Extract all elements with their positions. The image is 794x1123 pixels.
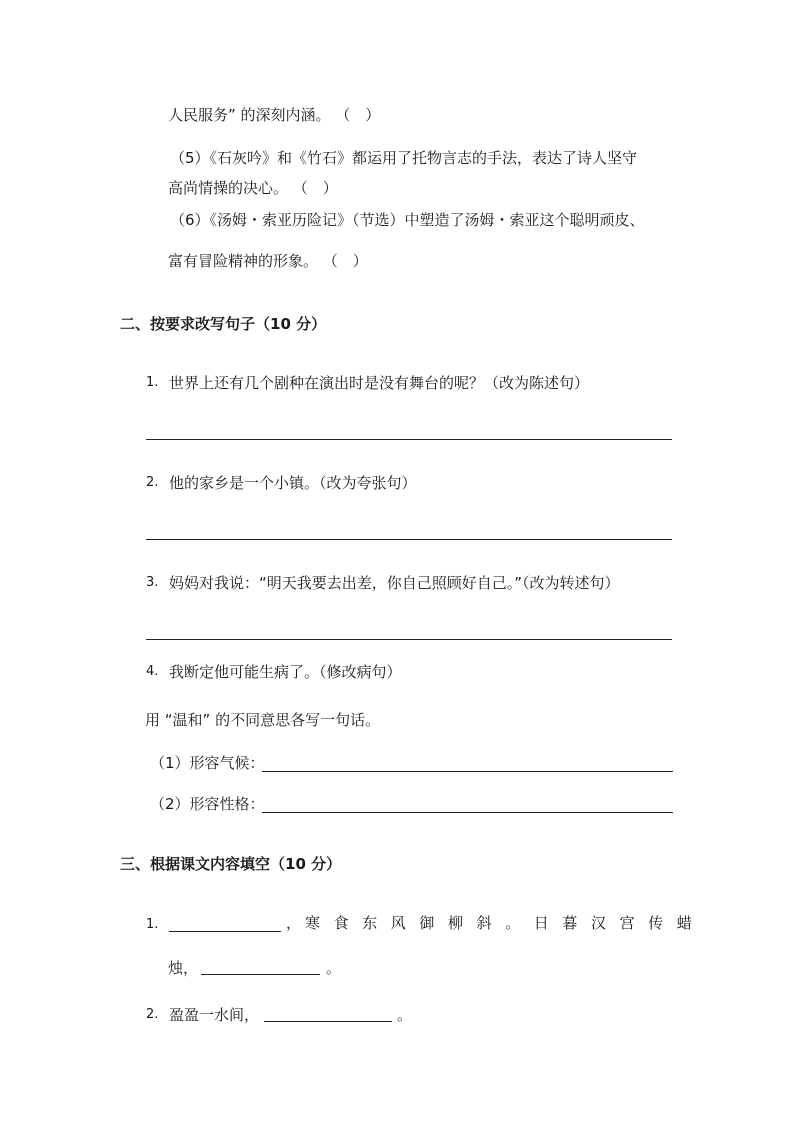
answer-line-1[interactable]	[146, 439, 672, 440]
q5a-label: （1）形容气候：	[150, 754, 265, 772]
item5-line1: （5）《石灰吟》和《竹石》都运用了托物言志的手法，表达了诗人坚守	[170, 149, 638, 167]
item6-line1: （6）《汤姆・索亚历险记》（节选）中塑造了汤姆・索亚这个聪明顽皮、	[170, 211, 645, 229]
fill1-line2-start: 烛，	[168, 959, 199, 977]
q1-text: 世界上还有几个剧种在演出时是没有舞台的呢？（改为陈述句）	[169, 374, 590, 392]
fill2-text: 盈盈一水间，	[169, 1006, 260, 1024]
fill1-period: 。	[326, 959, 342, 977]
fill1-number: 1.	[146, 917, 159, 932]
item5-line2: 高尚情操的决心。 （ ）	[168, 179, 338, 197]
fill2-blank[interactable]	[264, 1021, 392, 1022]
answer-line-3[interactable]	[146, 639, 672, 640]
answer-line-2[interactable]	[146, 539, 672, 540]
fill1-blank-b[interactable]	[201, 974, 320, 975]
q2-text: 他的家乡是一个小镇。（改为夸张句）	[169, 474, 417, 492]
q4-text: 我断定他可能生病了。（修改病句）	[169, 663, 402, 681]
q3-number: 3.	[146, 575, 159, 590]
q2-number: 2.	[146, 475, 159, 490]
fill1-blank-a[interactable]	[169, 931, 281, 932]
section-heading-3: 三、根据课文内容填空（10 分）	[120, 855, 342, 873]
q3-text: 妈妈对我说：“明天我要去出差，你自己照顾好自己。”（改为转述句）	[169, 574, 620, 592]
section-heading-2: 二、按要求改写句子（10 分）	[120, 315, 327, 333]
fill1-text: 寒食东风御柳斜。日暮汉宫传蜡	[305, 914, 706, 932]
q5b-answer-line[interactable]	[262, 812, 673, 813]
item6-line2: 富有冒险精神的形象。 （ ）	[168, 252, 368, 270]
item4-tail: 人民服务” 的深刻内涵。 （ ）	[168, 106, 381, 124]
fill2-number: 2.	[146, 1007, 159, 1022]
q5-intro: 用 “温和” 的不同意思各写一句话。	[145, 711, 381, 729]
q5a-answer-line[interactable]	[262, 771, 673, 772]
fill1-comma: ，	[286, 914, 302, 932]
q1-number: 1.	[146, 375, 159, 390]
q4-number: 4.	[146, 664, 159, 679]
fill2-period: 。	[397, 1006, 413, 1024]
q5b-label: （2）形容性格：	[150, 795, 265, 813]
